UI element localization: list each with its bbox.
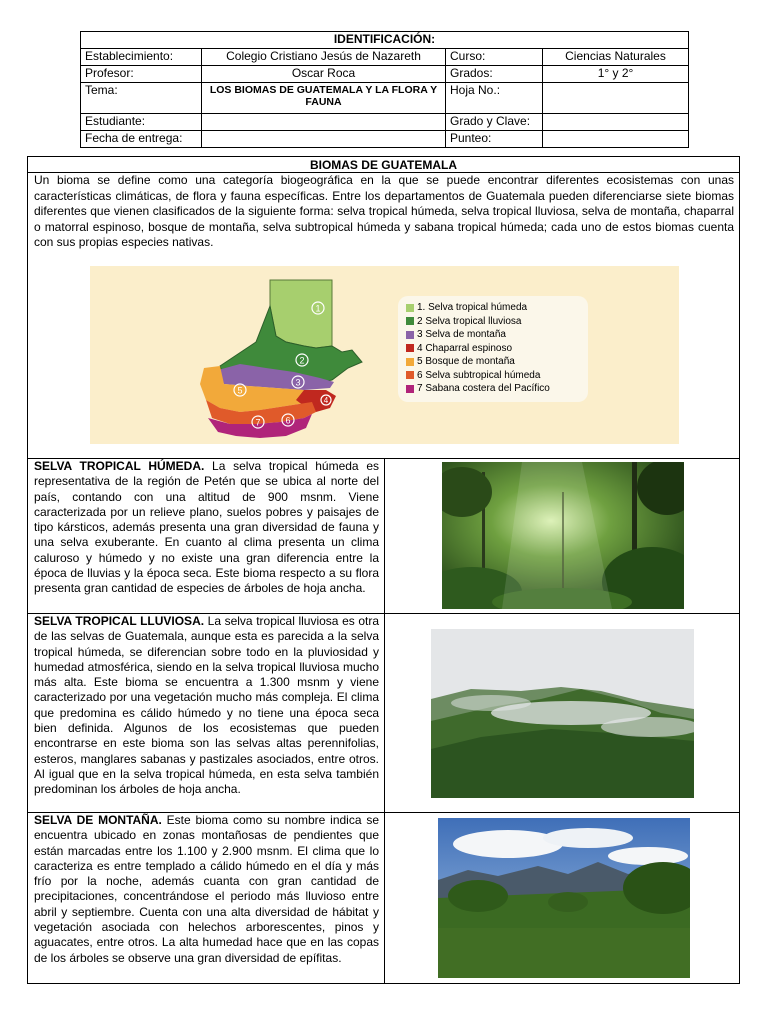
estudiante-label: Estudiante: xyxy=(81,114,202,131)
marker-2-label: 2 xyxy=(299,355,305,366)
profesor-label: Profesor: xyxy=(81,66,202,83)
legend-label: 5 Bosque de montaña xyxy=(417,356,515,368)
biome-selva-tropical-lluviosa xyxy=(34,614,379,798)
hoja-label: Hoja No.: xyxy=(446,83,543,114)
tema-value: LOS BIOMAS DE GUATEMALA Y LA FLORA Y FAUNA xyxy=(202,83,446,114)
fecha-value[interactable] xyxy=(202,131,446,148)
establecimiento-label: Establecimiento: xyxy=(81,49,202,66)
curso-label: Curso: xyxy=(446,49,543,66)
legend-item xyxy=(406,382,580,396)
marker-5-label: 5 xyxy=(237,385,243,396)
grado-clave-value[interactable] xyxy=(543,114,689,131)
legend-label: 6 Selva subtropical húmeda xyxy=(417,369,541,381)
biome-selva-tropical-humeda xyxy=(34,459,379,597)
legend-swatch xyxy=(406,371,414,379)
establecimiento-value: Colegio Cristiano Jesús de Nazareth xyxy=(202,49,446,66)
legend-label: 1. Selva tropical húmeda xyxy=(417,302,528,314)
identification-table xyxy=(80,31,689,148)
punteo-label: Punteo: xyxy=(446,131,543,148)
biome-description: La selva tropical lluviosa es otra de las selvas de Guatemala, aunque esta es parecida a la selva tropical húmeda, se diferencian sobre todo en la pluviosidad y humedad atmosférica, siendo en la selva tropical lluviosa mucho más alta. Este bioma se encuentra a 1.300 msnm y viene caracterizado por una vegetación mucho más compleja. El clima que predomina es cálido húmedo y no tiene una época seca bien definida. Algunos de los ecosistemas que pueden encontrarse en este bioma son las selvas altas perennifolias, esteros, manglares sabanas y pastizales asociados, entre otros. Al igual que en la selva tropical húmeda, en esta selva también predominan los árboles de hoja ancha. xyxy=(34,614,379,797)
marker-4-label: 4 xyxy=(323,396,329,405)
legend-swatch xyxy=(406,304,414,312)
profesor-value: Oscar Roca xyxy=(202,66,446,83)
legend-label: 4 Chaparral espinoso xyxy=(417,342,513,354)
legend-item xyxy=(406,328,580,342)
map-legend xyxy=(398,296,588,402)
curso-value: Ciencias Naturales xyxy=(543,49,689,66)
biomes-map xyxy=(90,266,679,444)
marker-1-label: 1 xyxy=(315,303,321,314)
marker-6-label: 6 xyxy=(285,415,291,426)
legend-label: 2 Selva tropical lluviosa xyxy=(417,315,522,327)
photo-humid-rainforest xyxy=(442,462,684,609)
biome-title: SELVA TROPICAL HÚMEDA. xyxy=(34,459,205,473)
punteo-value[interactable] xyxy=(543,131,689,148)
legend-label: 7 Sabana costera del Pacífico xyxy=(417,383,550,395)
marker-7-label: 7 xyxy=(255,417,261,428)
biome-title: SELVA DE MONTAÑA. xyxy=(34,813,162,827)
section-title: BIOMAS DE GUATEMALA xyxy=(28,157,739,173)
legend-item xyxy=(406,355,580,369)
legend-swatch xyxy=(406,317,414,325)
grados-label: Grados: xyxy=(446,66,543,83)
fecha-label: Fecha de entrega: xyxy=(81,131,202,148)
grados-value: 1° y 2° xyxy=(543,66,689,83)
biomes-section xyxy=(27,156,740,984)
photo-misty-forest xyxy=(431,629,694,798)
estudiante-value[interactable] xyxy=(202,114,446,131)
biome-title: SELVA TROPICAL LLUVIOSA. xyxy=(34,614,205,628)
tema-label: Tema: xyxy=(81,83,202,114)
marker-3-label: 3 xyxy=(295,377,301,388)
column-divider xyxy=(384,458,385,984)
grado-clave-label: Grado y Clave: xyxy=(446,114,543,131)
legend-swatch xyxy=(406,331,414,339)
legend-item xyxy=(406,369,580,383)
identification-title: IDENTIFICACIÓN: xyxy=(81,32,689,49)
legend-item xyxy=(406,301,580,315)
legend-item xyxy=(406,315,580,329)
biome-description: La selva tropical húmeda es representativa de la región de Petén que se ubica al norte del país, contando con una altitud de 900 msnm. Viene caracterizada por un relieve plano, suelos pobres y paisajes de tipo kársticos, además presenta una gran diversidad de fauna y una selva exuberante. En cuanto al clima presenta un clima caluroso y húmedo y no existe una gran diferencia entre la época de lluvias y la época seca. Este bioma respecto a su flora presenta gran cantidad de especies de árboles de hoja ancha. xyxy=(34,459,379,596)
photo-mountain-forest xyxy=(438,818,690,978)
legend-item xyxy=(406,342,580,356)
intro-paragraph: Un bioma se define como una categoría biogeográfica en la que se puede encontrar diferentes ecosistemas con unas características climáticas, de flora y fauna específicas. Entre los departamentos de Guatemala pueden diferenciarse siete biomas diferentes que vienen clasificados de la siguiente forma: selva tropical húmeda, selva tropical lluviosa, selva de montaña, chaparral o matorral espinoso, bosque de montaña, selva subtropical húmeda y sabana tropical húmeda; cada uno de estos biomas cuenta con sus propias especies nativas. xyxy=(34,173,734,249)
legend-swatch xyxy=(406,385,414,393)
guatemala-map-graphic xyxy=(90,266,390,444)
hoja-value[interactable] xyxy=(543,83,689,114)
legend-swatch xyxy=(406,344,414,352)
legend-swatch xyxy=(406,358,414,366)
legend-label: 3 Selva de montaña xyxy=(417,329,506,341)
biome-selva-de-montana xyxy=(34,813,379,966)
biome-description: Este bioma como su nombre indica se encuentra ubicado en zonas montañosas de pendientes que están marcadas entre los 1.100 y 2.900 msnm. El clima que lo caracteriza es entre templado a cálido húmedo en el día y más frío por la noche, además cuanta con gran cantidad de precipitaciones, concentrándose el periodo más lluvioso entre abril y septiembre. Cuenta con una alta diversidad de hábitat y vegetación asociada con helechos arborescentes, pinos y aguacates, entre otros. La alta humedad hace que en las copas de los árboles se observe una gran diversidad de epífitas. xyxy=(34,813,380,965)
